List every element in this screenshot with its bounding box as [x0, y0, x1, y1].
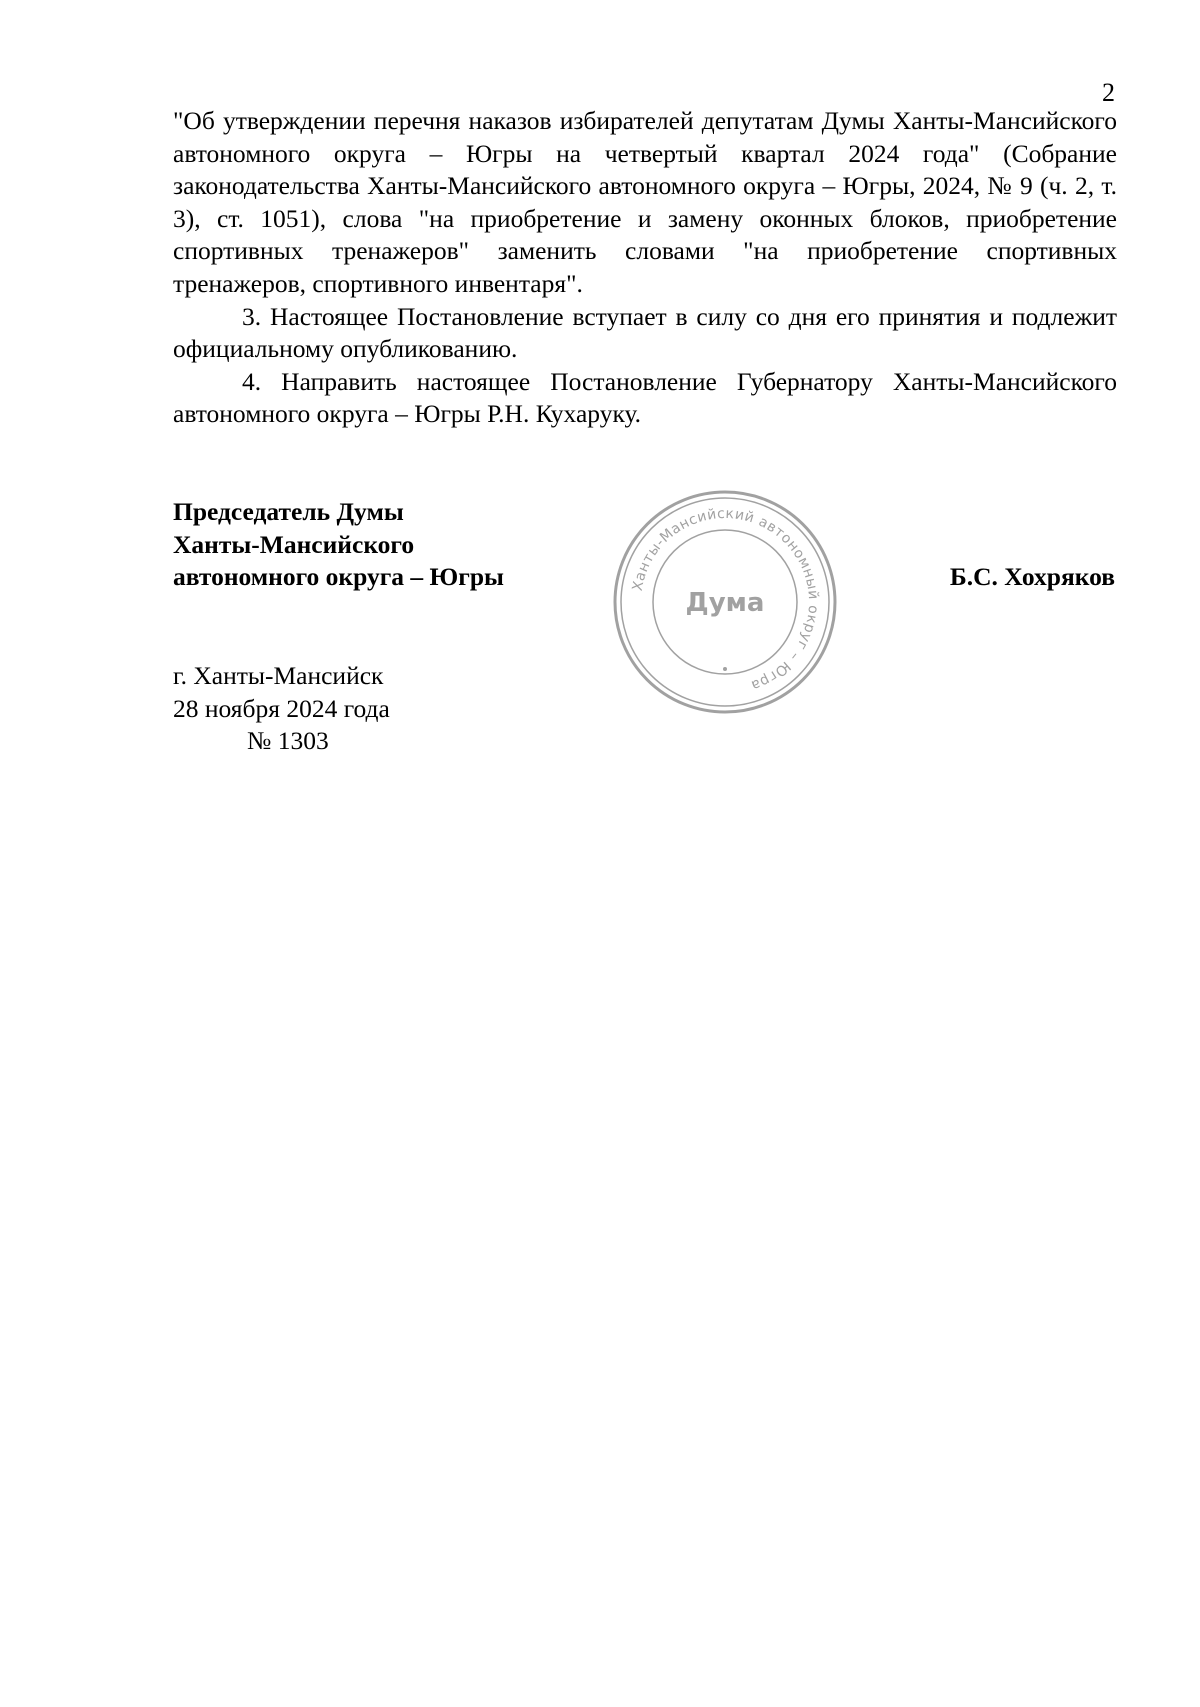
seal-center-text: Дума	[685, 588, 765, 618]
official-seal	[610, 487, 840, 717]
page-number: 2	[1102, 78, 1115, 107]
paragraph-amendment: "Об утверждении перечня наказов избирателей депутатам Думы Ханты-Мансийского автономного округа – Югры на четвертый квартал 2024 года" (Собрание законодательства Ханты-Мансийского автономного округа – Югры, 2024, № 9 (ч. 2, т. 3), ст. 1051), слова "на приобретение и замену оконных блоков, приобретение спортивных тренажеров" заменить словами "на приобретение спортивных тренажеров, спортивного инвентаря".	[173, 106, 1117, 298]
signatory-title-line: автономного округа – Югры	[173, 562, 504, 592]
document-number: № 1303	[247, 726, 329, 756]
place: г. Ханты-Мансийск	[173, 661, 384, 690]
date: 28 ноября 2024 года	[173, 693, 390, 723]
paragraph-item-3: 3. Настоящее Постановление вступает в силу со дня его принятия и подлежит официальному опубликованию.	[173, 301, 1117, 364]
seal-ring-text: Ханты-Мансийский автономный округ – Югра	[629, 505, 822, 694]
signatory-name: Б.С. Хохряков	[949, 562, 1115, 591]
document-body	[173, 105, 1117, 431]
signatory-title	[173, 496, 504, 594]
signatory-title-line: Председатель Думы	[173, 497, 404, 526]
paragraph-item-4: 4. Направить настоящее Постановление Губернатору Ханты-Мансийского автономного округа – Югры Р.Н. Кухаруку.	[173, 366, 1117, 429]
document-footer	[173, 660, 390, 758]
seal-dot	[723, 667, 727, 671]
signatory-title-line: Ханты-Мансийского	[173, 529, 415, 559]
